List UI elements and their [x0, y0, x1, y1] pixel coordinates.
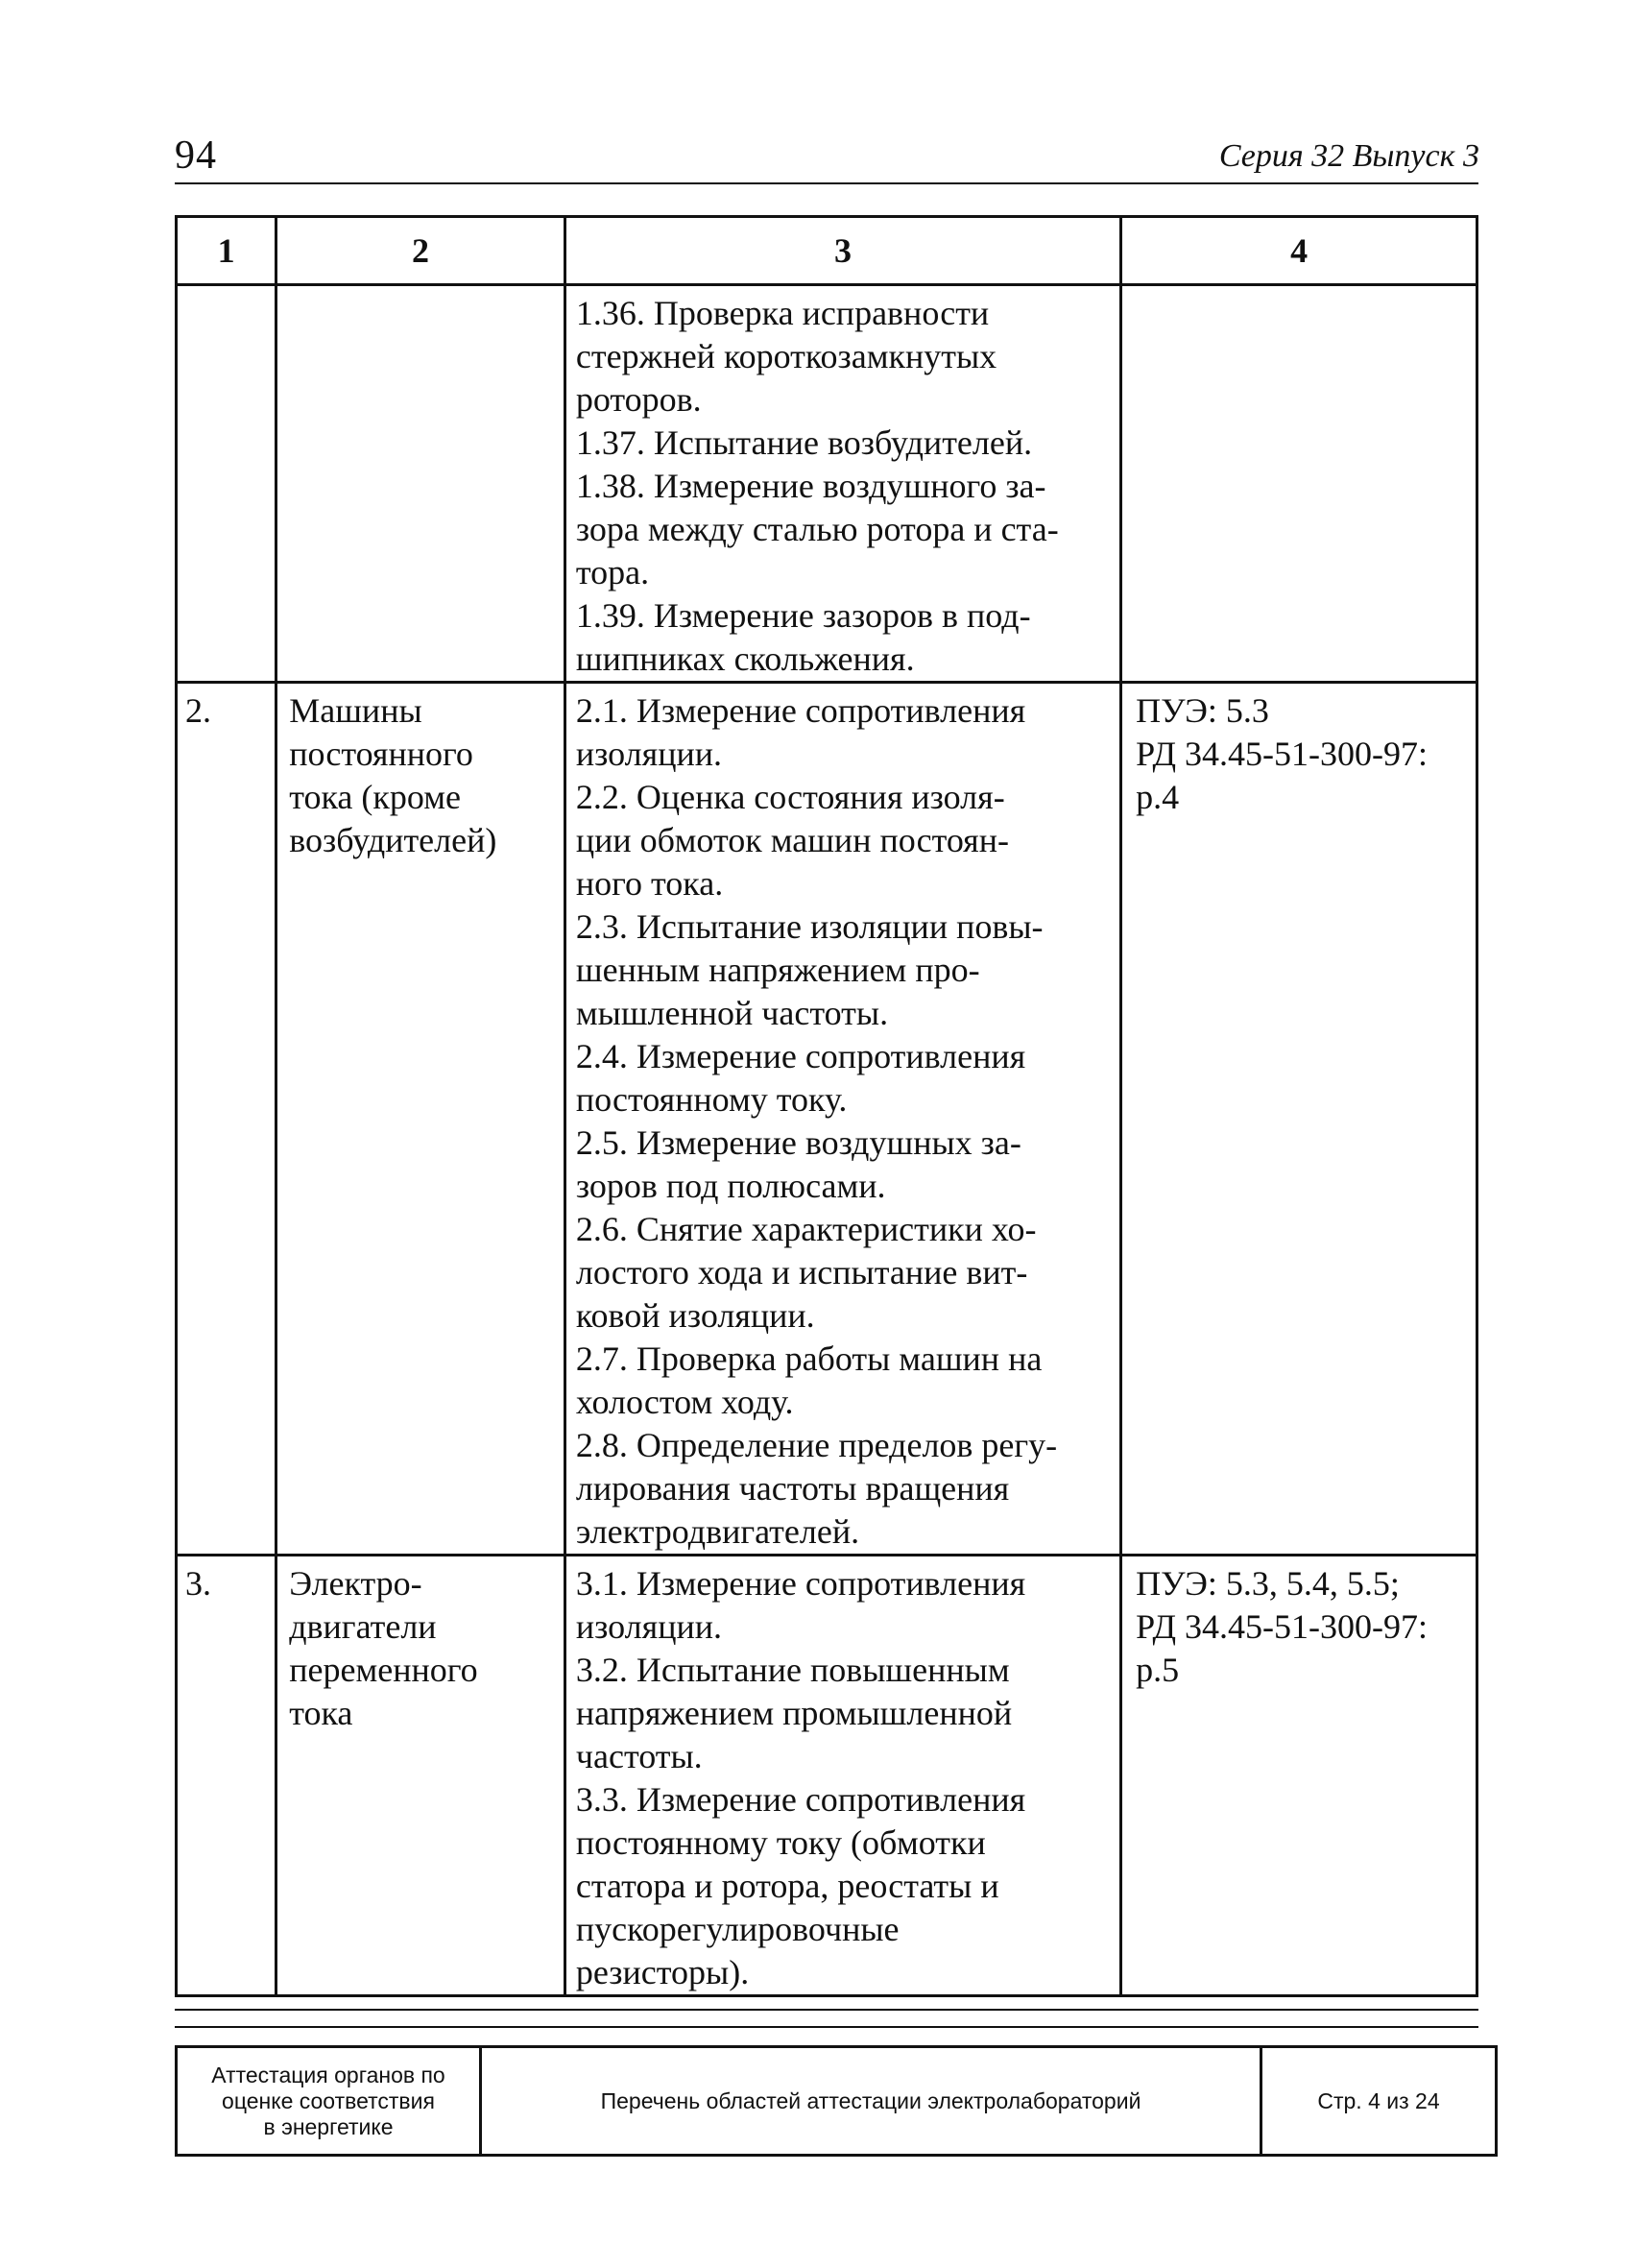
test-list-line: зора между сталью ротора и ста-: [575, 510, 1059, 548]
footer-organization-line: в энергетике: [263, 2113, 394, 2139]
footer-organization-line: Аттестация органов по: [211, 2062, 445, 2087]
normative-refs-line: ПУЭ: 5.3, 5.4, 5.5;: [1136, 1564, 1400, 1603]
test-list-line: ции обмоток машин постоян-: [575, 821, 1009, 859]
equipment-name-line: тока (кроме: [289, 778, 461, 816]
equipment-name: [276, 285, 565, 683]
equipment-name-line: Машины: [289, 691, 422, 730]
test-list-line: ного тока.: [575, 864, 724, 903]
test-list: [564, 683, 1120, 1556]
test-scope-table: [175, 215, 1478, 1997]
test-list-line: шенным напряжением про-: [575, 951, 980, 989]
test-list-line: 3.3. Измерение сопротивления: [575, 1780, 1026, 1819]
test-list-line: 1.37. Испытание возбудителей.: [575, 423, 1033, 462]
table-row: [177, 285, 1477, 683]
test-list: [564, 285, 1120, 683]
test-list-line: 2.1. Измерение сопротивления: [575, 691, 1026, 730]
test-list-line: частоты.: [575, 1737, 703, 1775]
footer-organization: [177, 2047, 481, 2156]
equipment-name-line: переменного: [289, 1651, 478, 1689]
header-rule: [175, 182, 1478, 184]
page-number: 94: [175, 133, 217, 178]
test-list-line: постоянному току.: [575, 1080, 848, 1119]
test-list-line: мышленной частоты.: [575, 994, 889, 1032]
table-header-row: [177, 217, 1477, 285]
test-list-line: резисторы).: [575, 1953, 750, 1991]
column-header: 1: [177, 217, 276, 285]
normative-refs: [1121, 683, 1477, 1556]
test-list-line: 1.36. Проверка исправности: [575, 294, 990, 332]
test-list-line: 2.4. Измерение сопротивления: [575, 1037, 1026, 1075]
test-list-line: пускорегулировочные: [575, 1910, 900, 1948]
equipment-name: [276, 1556, 565, 1996]
test-list-line: зоров под полюсами.: [575, 1167, 886, 1205]
equipment-name-line: постоянного: [289, 735, 473, 773]
footer-organization-line: оценке соответствия: [222, 2087, 435, 2113]
row-number: [177, 285, 276, 683]
footer-page-info: Стр. 4 из 24: [1261, 2047, 1497, 2156]
row-number: 3.: [177, 1556, 276, 1996]
test-list-line: 2.8. Определение пределов регу-: [575, 1426, 1058, 1464]
test-list-line: электродвигателей.: [575, 1512, 860, 1551]
test-list-line: 2.6. Снятие характеристики хо-: [575, 1210, 1037, 1248]
normative-refs-line: РД 34.45-51-300-97:: [1136, 735, 1428, 773]
column-header: 3: [564, 217, 1120, 285]
normative-refs-line: р.4: [1136, 778, 1180, 816]
test-list-line: 2.5. Измерение воздушных за-: [575, 1123, 1021, 1162]
test-list-line: 2.3. Испытание изоляции повы-: [575, 907, 1044, 946]
series-title: Серия 32 Выпуск 3: [1218, 138, 1479, 174]
test-list-line: 3.1. Измерение сопротивления: [575, 1564, 1026, 1603]
test-list-line: шипниках скольжения.: [575, 639, 915, 678]
test-list-line: роторов.: [575, 380, 702, 419]
normative-refs: [1121, 1556, 1477, 1996]
equipment-name-line: Электро-: [289, 1564, 422, 1603]
table-body: [177, 285, 1477, 1996]
test-list-line: 1.38. Измерение воздушного за-: [575, 467, 1046, 505]
test-list-line: постоянному току (обмотки: [575, 1823, 986, 1862]
test-list-line: холостом ходу.: [575, 1383, 794, 1421]
test-list-line: напряжением промышленной: [575, 1694, 1013, 1732]
row-number: 2.: [177, 683, 276, 1556]
column-header: 4: [1121, 217, 1477, 285]
test-list-line: изоляции.: [575, 735, 722, 773]
test-list-line: лостого хода и испытание вит-: [575, 1253, 1028, 1291]
test-list-line: 2.7. Проверка работы машин на: [575, 1339, 1043, 1378]
footer-table: [175, 2045, 1498, 2157]
normative-refs: [1121, 285, 1477, 683]
normative-refs-line: ПУЭ: 5.3: [1136, 691, 1269, 730]
test-list-line: 1.39. Измерение зазоров в под-: [575, 596, 1031, 635]
test-list: [564, 1556, 1120, 1996]
footer-rule-bottom: [175, 2026, 1478, 2028]
table-row: [177, 1556, 1477, 1996]
test-list-line: тора.: [575, 553, 650, 591]
test-list-line: ковой изоляции.: [575, 1296, 815, 1335]
column-header: 2: [276, 217, 565, 285]
test-list-line: изоляции.: [575, 1607, 722, 1646]
test-list-line: лирования частоты вращения: [575, 1469, 1010, 1508]
equipment-name-line: тока: [289, 1694, 353, 1732]
test-list-line: 2.2. Оценка состояния изоля-: [575, 778, 1005, 816]
test-list-line: 3.2. Испытание повышенным: [575, 1651, 1010, 1689]
test-list-line: стержней короткозамкнутых: [575, 337, 997, 375]
equipment-name-line: возбудителей): [289, 821, 497, 859]
footer-document-title: Перечень областей аттестации электролабораторий: [481, 2047, 1261, 2156]
equipment-name: [276, 683, 565, 1556]
equipment-name-line: двигатели: [289, 1607, 437, 1646]
table-row: [177, 683, 1477, 1556]
footer-row: [177, 2047, 1497, 2156]
normative-refs-line: РД 34.45-51-300-97:: [1136, 1607, 1428, 1646]
normative-refs-line: р.5: [1136, 1651, 1180, 1689]
test-list-line: статора и ротора, реостаты и: [575, 1867, 999, 1905]
footer-rule-top: [175, 2009, 1478, 2011]
